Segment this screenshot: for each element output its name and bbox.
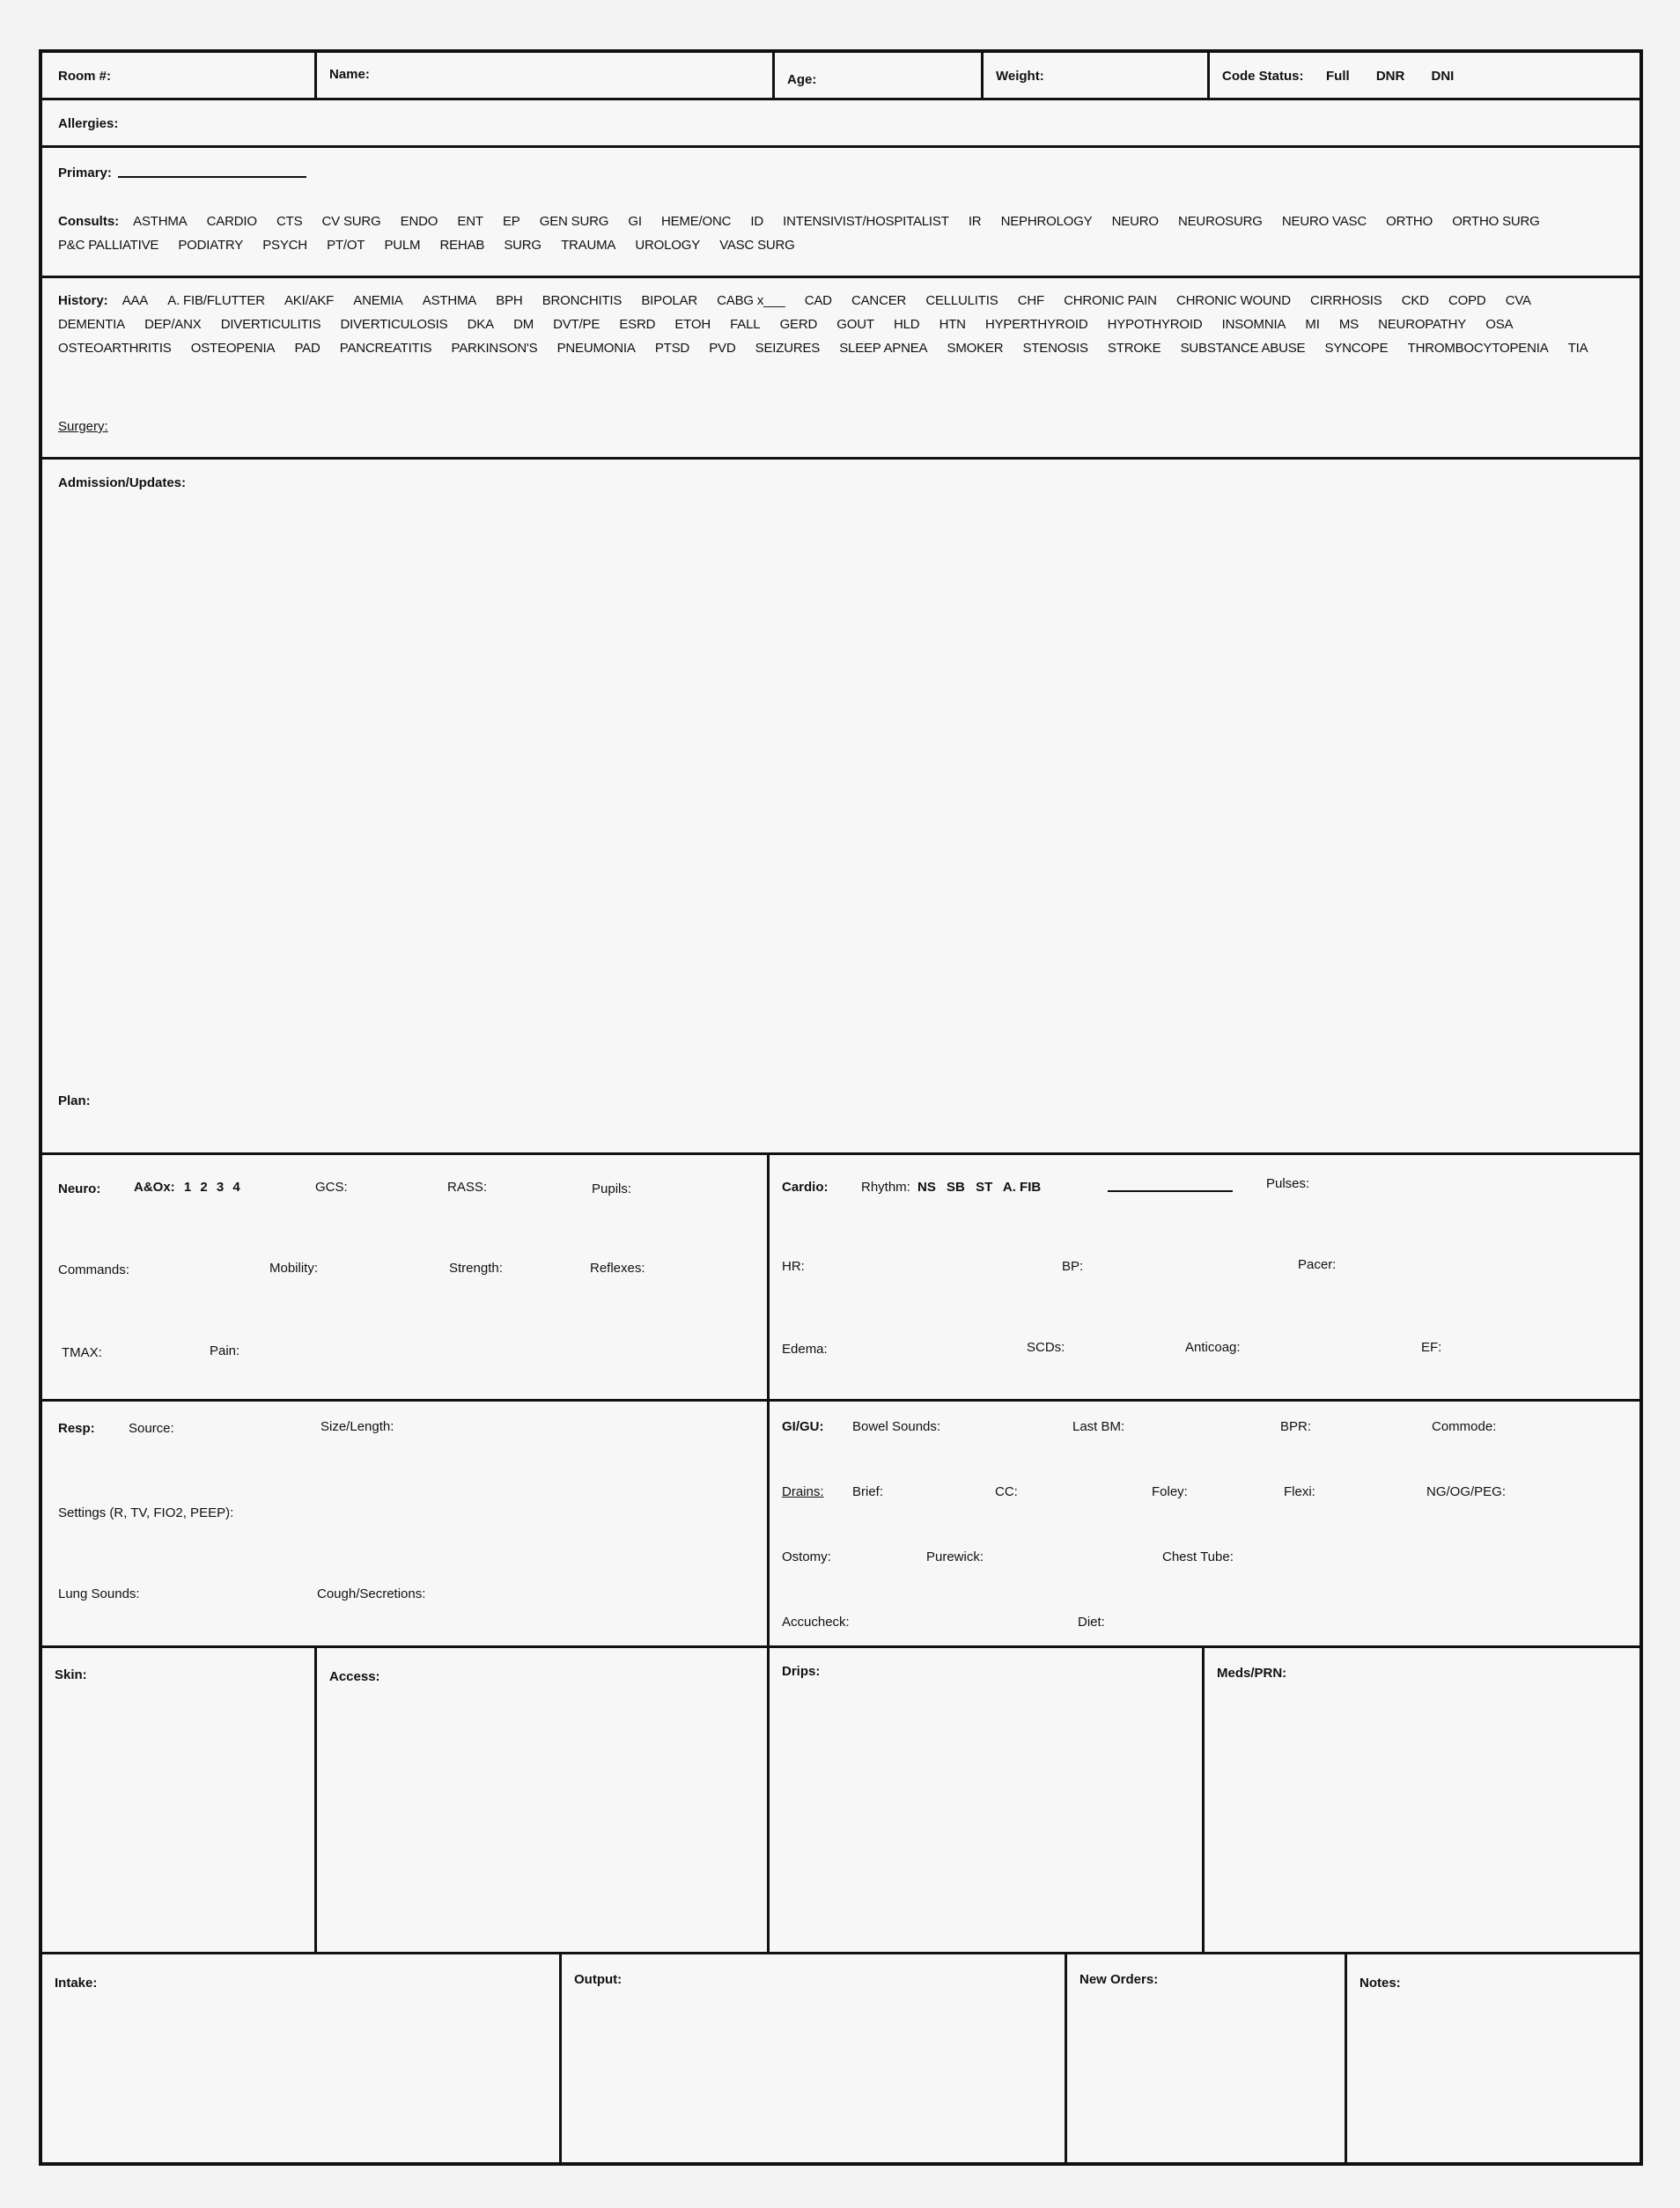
pulses-label: Pulses:: [1266, 1176, 1310, 1191]
rhythm-ns[interactable]: NS: [917, 1180, 936, 1195]
commode-label: Commode:: [1432, 1419, 1497, 1434]
pain-label: Pain:: [210, 1343, 240, 1358]
consults-item[interactable]: INTENSIVIST/HOSPITALIST: [783, 214, 949, 229]
history-item[interactable]: SUBSTANCE ABUSE: [1180, 341, 1306, 356]
history-item[interactable]: HYPERTHYROID: [984, 317, 1088, 332]
meds-prn-label: Meds/PRN:: [1217, 1666, 1287, 1681]
meds-prn-section[interactable]: [1205, 1648, 1639, 1954]
consults-item[interactable]: ENDO: [400, 214, 438, 229]
consults-item[interactable]: PSYCH: [262, 238, 307, 253]
bp-label: BP:: [1062, 1259, 1084, 1274]
allergies-label: Allergies:: [58, 116, 119, 131]
history-item[interactable]: DIVERTICULOSIS: [340, 317, 448, 332]
rhythm-other-line[interactable]: [1108, 1190, 1233, 1192]
consults-item[interactable]: UROLOGY: [635, 238, 701, 253]
reflexes-label: Reflexes:: [590, 1261, 645, 1276]
history-item[interactable]: DM: [513, 317, 534, 332]
ostomy-label: Ostomy:: [782, 1549, 831, 1564]
history-item[interactable]: CANCER: [851, 293, 907, 308]
name-label: Name:: [329, 67, 370, 82]
history-item[interactable]: OSTEOARTHRITIS: [58, 341, 172, 356]
history-item[interactable]: ANEMIA: [353, 293, 403, 308]
history-section: [42, 278, 1639, 460]
consults-item[interactable]: PT/OT: [327, 238, 365, 253]
history-item[interactable]: HLD: [893, 317, 920, 332]
tmax-label: TMAX:: [62, 1345, 102, 1360]
consults-item[interactable]: CARDIO: [206, 214, 257, 229]
drains-label: Drains:: [782, 1484, 824, 1499]
commands-label: Commands:: [58, 1262, 129, 1277]
history-item[interactable]: BRONCHITIS: [542, 293, 623, 308]
history-item[interactable]: SLEEP APNEA: [839, 341, 928, 356]
consults-item[interactable]: ORTHO: [1386, 214, 1433, 229]
vent-settings-label: Settings (R, TV, FIO2, PEEP):: [58, 1505, 234, 1520]
history-item[interactable]: CHRONIC WOUND: [1175, 293, 1291, 308]
consults-item[interactable]: CTS: [276, 214, 303, 229]
strength-label: Strength:: [449, 1261, 503, 1276]
resp-section: [42, 1402, 770, 1648]
consults-item[interactable]: VASC SURG: [719, 238, 795, 253]
access-label: Access:: [329, 1669, 380, 1684]
new-orders-section[interactable]: [1067, 1954, 1347, 2162]
size-length-label: Size/Length:: [321, 1419, 394, 1434]
consults-item[interactable]: HEME/ONC: [660, 214, 732, 229]
history-item[interactable]: OSA: [1485, 317, 1514, 332]
history-item[interactable]: STENOSIS: [1022, 341, 1088, 356]
history-item[interactable]: AKI/AKF: [284, 293, 335, 308]
consults-label: Consults:: [58, 214, 120, 229]
allergies-row[interactable]: [42, 100, 1639, 148]
aox-4[interactable]: 4: [232, 1180, 240, 1195]
output-section[interactable]: [562, 1954, 1067, 2162]
hr-label: HR:: [782, 1259, 805, 1274]
history-item[interactable]: PAD: [294, 341, 321, 356]
history-list: [58, 289, 1625, 360]
cardio-section: [770, 1155, 1639, 1402]
notes-section[interactable]: [1347, 1954, 1639, 2162]
history-item[interactable]: PNEUMONIA: [556, 341, 636, 356]
skin-label: Skin:: [55, 1667, 87, 1682]
history-item[interactable]: CHRONIC PAIN: [1064, 293, 1157, 308]
drips-section[interactable]: [770, 1648, 1205, 1954]
consults-item[interactable]: CV SURG: [321, 214, 381, 229]
consults-item[interactable]: EP: [502, 214, 520, 229]
history-item[interactable]: PANCREATITIS: [339, 341, 432, 356]
new-orders-label: New Orders:: [1079, 1972, 1159, 1987]
room-field[interactable]: [42, 53, 317, 100]
history-label: History:: [58, 293, 108, 308]
rhythm-afib[interactable]: A. FIB: [1002, 1180, 1042, 1195]
consults-item[interactable]: ASTHMA: [133, 214, 188, 229]
history-item[interactable]: PVD: [709, 341, 736, 356]
consults-item[interactable]: ENT: [457, 214, 483, 229]
history-item[interactable]: HYPOTHYROID: [1107, 317, 1203, 332]
history-item[interactable]: SYNCOPE: [1324, 341, 1389, 356]
consults-list: [58, 210, 1625, 257]
access-section[interactable]: [317, 1648, 770, 1954]
history-item[interactable]: CAD: [804, 293, 832, 308]
age-field[interactable]: [775, 53, 984, 100]
code-status-full[interactable]: Full: [1326, 69, 1350, 84]
history-item[interactable]: MS: [1338, 317, 1359, 332]
history-item[interactable]: DKA: [467, 317, 494, 332]
neuro-section: [42, 1155, 770, 1402]
history-item[interactable]: CKD: [1401, 293, 1429, 308]
history-item[interactable]: AAA: [122, 293, 149, 308]
cough-secretions-label: Cough/Secretions:: [317, 1586, 426, 1601]
brief-label: Brief:: [852, 1484, 884, 1499]
consults-item[interactable]: ORTHO SURG: [1452, 214, 1540, 229]
history-item[interactable]: SEIZURES: [755, 341, 821, 356]
history-item[interactable]: PTSD: [654, 341, 690, 356]
admission-section[interactable]: [42, 460, 1639, 1155]
age-label: Age:: [787, 72, 817, 87]
history-item[interactable]: NEUROPATHY: [1378, 317, 1467, 332]
name-field[interactable]: [317, 53, 775, 100]
scds-label: SCDs:: [1027, 1340, 1065, 1355]
history-item[interactable]: DEP/ANX: [144, 317, 202, 332]
code-status-label: Code Status:: [1222, 69, 1304, 84]
neuro-label: Neuro:: [58, 1181, 101, 1196]
ng-og-peg-label: NG/OG/PEG:: [1426, 1484, 1507, 1499]
history-item[interactable]: PARKINSON'S: [451, 341, 538, 356]
ef-label: EF:: [1421, 1340, 1442, 1355]
consults-item[interactable]: ID: [750, 214, 763, 229]
pupils-label: Pupils:: [592, 1181, 632, 1196]
history-item[interactable]: GERD: [779, 317, 818, 332]
code-status-dni[interactable]: DNI: [1431, 69, 1455, 84]
surgery-label: Surgery:: [58, 419, 108, 434]
primary-line[interactable]: [118, 176, 306, 178]
consults-item[interactable]: NEURO VASC: [1281, 214, 1367, 229]
bowel-sounds-label: Bowel Sounds:: [852, 1419, 941, 1434]
history-item[interactable]: OSTEOPENIA: [190, 341, 276, 356]
rhythm-label: Rhythm:: [861, 1180, 910, 1195]
code-status-dnr[interactable]: DNR: [1375, 69, 1405, 84]
consults-item[interactable]: SURG: [504, 238, 542, 253]
bpr-label: BPR:: [1280, 1419, 1312, 1434]
resp-label: Resp:: [58, 1421, 95, 1436]
primary-consults-section: [42, 148, 1639, 278]
history-item[interactable]: GOUT: [836, 317, 874, 332]
history-item[interactable]: DEMENTIA: [58, 317, 125, 332]
consults-item[interactable]: PODIATRY: [178, 238, 244, 253]
gcs-label: GCS:: [315, 1180, 348, 1195]
consults-item[interactable]: TRAUMA: [561, 238, 616, 253]
history-item[interactable]: COPD: [1448, 293, 1486, 308]
lung-sounds-label: Lung Sounds:: [58, 1586, 140, 1601]
history-item[interactable]: ETOH: [674, 317, 711, 332]
consults-item[interactable]: GI: [628, 214, 642, 229]
history-item[interactable]: DVT/PE: [553, 317, 601, 332]
intake-label: Intake:: [55, 1976, 98, 1991]
drips-label: Drips:: [782, 1664, 821, 1679]
history-item[interactable]: CVA: [1505, 293, 1531, 308]
admission-label: Admission/Updates:: [58, 475, 187, 490]
history-item[interactable]: FALL: [730, 317, 761, 332]
history-item[interactable]: ASTHMA: [422, 293, 477, 308]
history-item[interactable]: A. FIB/FLUTTER: [167, 293, 265, 308]
history-item[interactable]: BPH: [496, 293, 523, 308]
weight-field[interactable]: [984, 53, 1210, 100]
history-item[interactable]: CHF: [1017, 293, 1044, 308]
skin-section[interactable]: [42, 1648, 317, 1954]
aox-label: A&Ox:: [134, 1180, 175, 1195]
history-item[interactable]: TIA: [1567, 341, 1588, 356]
chest-tube-label: Chest Tube:: [1162, 1549, 1234, 1564]
source-label: Source:: [129, 1421, 174, 1436]
consults-item[interactable]: REHAB: [439, 238, 485, 253]
consults-item[interactable]: NEPHROLOGY: [1000, 214, 1093, 229]
gigu-label: GI/GU:: [782, 1419, 824, 1434]
history-item[interactable]: ESRD: [619, 317, 656, 332]
anticoag-label: Anticoag:: [1185, 1340, 1241, 1355]
consults-item[interactable]: NEURO: [1111, 214, 1159, 229]
edema-label: Edema:: [782, 1342, 828, 1357]
aox-3[interactable]: 3: [216, 1180, 225, 1195]
output-label: Output:: [574, 1972, 623, 1987]
room-label: Room #:: [58, 69, 111, 84]
history-item[interactable]: MI: [1305, 317, 1320, 332]
history-item[interactable]: CELLULITIS: [925, 293, 998, 308]
rass-label: RASS:: [447, 1180, 488, 1195]
aox-2[interactable]: 2: [200, 1180, 208, 1195]
notes-label: Notes:: [1359, 1976, 1401, 1991]
intake-section[interactable]: [42, 1954, 562, 2162]
nursing-report-form: [39, 49, 1643, 2166]
history-item[interactable]: CABG x___: [717, 293, 785, 308]
consults-item[interactable]: IR: [968, 214, 982, 229]
consults-item[interactable]: NEUROSURG: [1178, 214, 1263, 229]
purewick-label: Purewick:: [926, 1549, 984, 1564]
last-bm-label: Last BM:: [1072, 1419, 1125, 1434]
foley-label: Foley:: [1152, 1484, 1188, 1499]
diet-label: Diet:: [1078, 1615, 1105, 1630]
accucheck-label: Accucheck:: [782, 1615, 850, 1630]
pacer-label: Pacer:: [1298, 1257, 1337, 1272]
cc-label: CC:: [995, 1484, 1018, 1499]
consults-item[interactable]: P&C PALLIATIVE: [58, 238, 159, 253]
consults-item[interactable]: PULM: [384, 238, 421, 253]
mobility-label: Mobility:: [269, 1261, 319, 1276]
history-item[interactable]: BIPOLAR: [641, 293, 697, 308]
plan-label: Plan:: [58, 1093, 91, 1108]
history-item[interactable]: SMOKER: [947, 341, 1004, 356]
history-item[interactable]: THROMBOCYTOPENIA: [1407, 341, 1549, 356]
history-item[interactable]: CIRRHOSIS: [1310, 293, 1382, 308]
code-status-field[interactable]: [1210, 53, 1639, 100]
history-item[interactable]: INSOMNIA: [1221, 317, 1286, 332]
weight-label: Weight:: [996, 69, 1044, 84]
rhythm-sb[interactable]: SB: [947, 1180, 965, 1195]
flexi-label: Flexi:: [1284, 1484, 1315, 1499]
consults-item[interactable]: GEN SURG: [539, 214, 609, 229]
history-item[interactable]: DIVERTICULITIS: [220, 317, 321, 332]
cardio-label: Cardio:: [782, 1180, 829, 1195]
gigu-section: [770, 1402, 1639, 1648]
primary-label: Primary:: [58, 166, 112, 180]
rhythm-st[interactable]: ST: [976, 1180, 993, 1195]
history-item[interactable]: STROKE: [1107, 341, 1161, 356]
aox-1[interactable]: 1: [183, 1180, 192, 1195]
history-item[interactable]: HTN: [939, 317, 966, 332]
